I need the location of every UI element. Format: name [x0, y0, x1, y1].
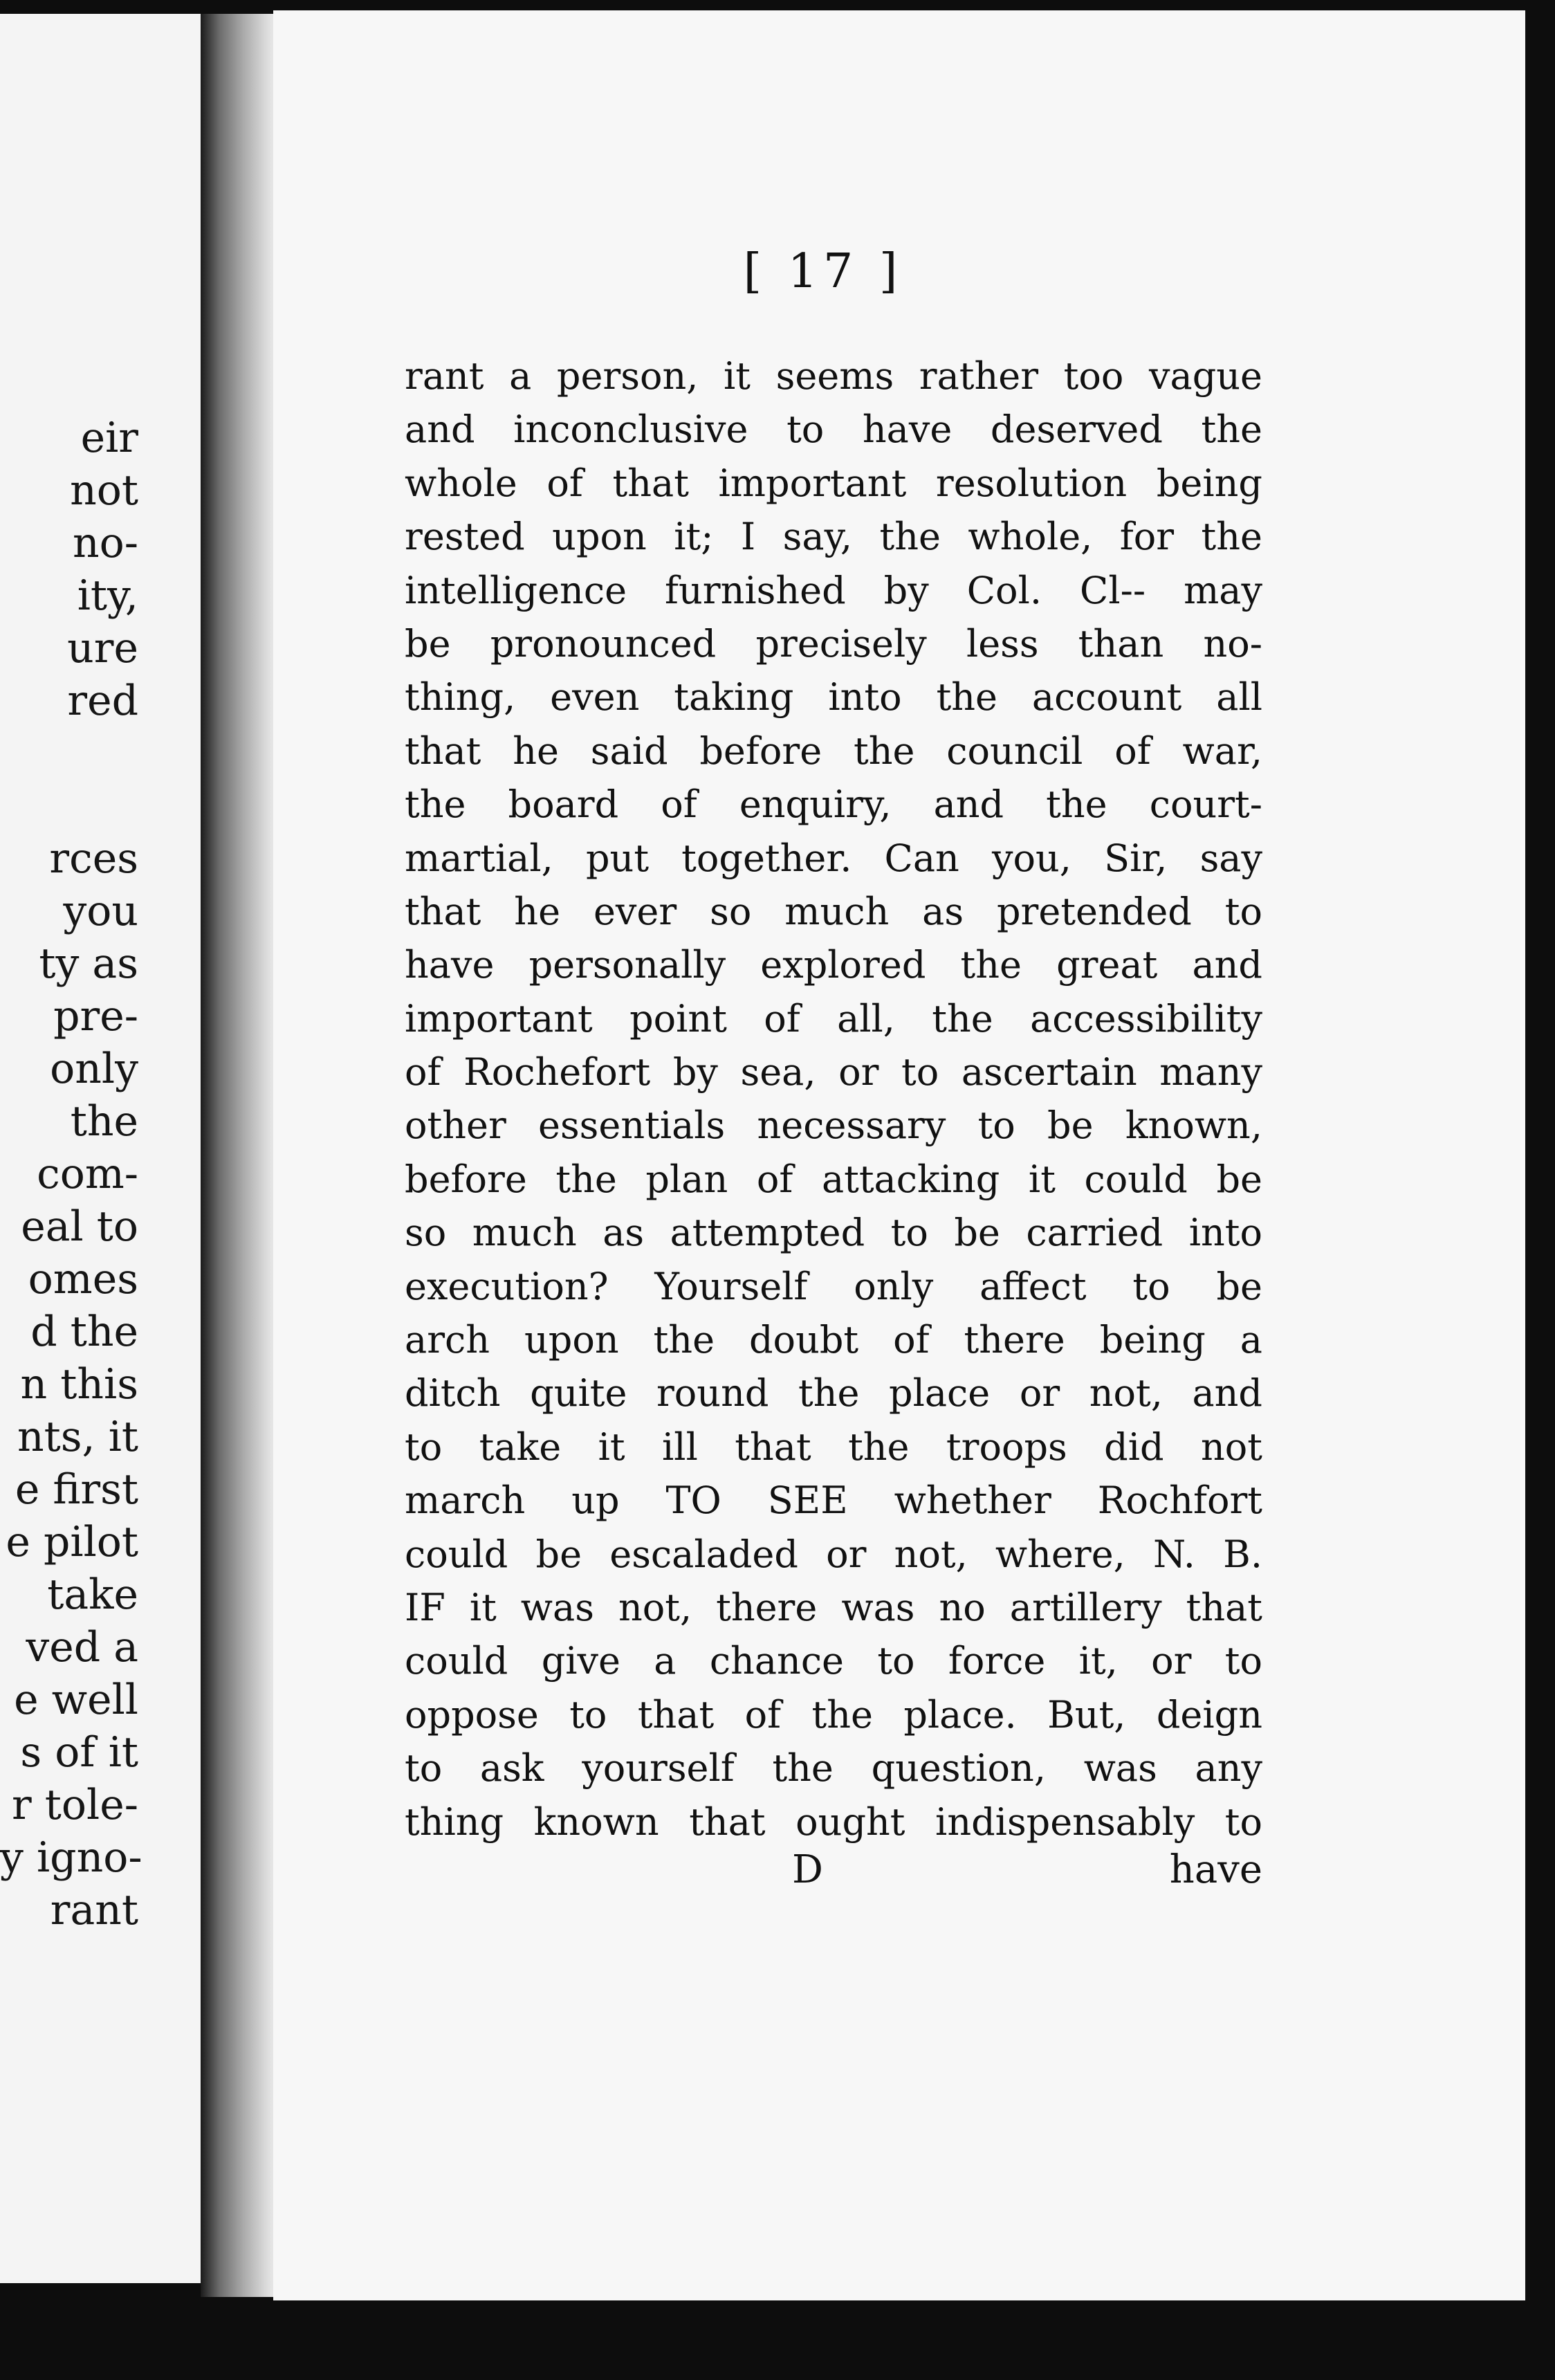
- signature-mark: D: [792, 1847, 823, 1892]
- text-line: whole of that important resolution being: [405, 461, 1262, 505]
- text-line: arch upon the doubt of there being a: [405, 1318, 1262, 1362]
- left-line: d the: [30, 1308, 138, 1356]
- left-line: not: [70, 466, 138, 515]
- left-line: rant: [50, 1886, 138, 1934]
- text-line: ditch quite round the place or not, and: [405, 1371, 1262, 1416]
- left-line: only: [50, 1045, 138, 1093]
- text-line: IF it was not, there was no artillery that: [405, 1585, 1262, 1629]
- left-line: omes: [28, 1255, 138, 1303]
- left-line: rces: [49, 834, 138, 883]
- left-page: [0, 14, 208, 2283]
- text-line: thing known that ought indispensably to: [405, 1800, 1262, 1844]
- text-line: the board of enquiry, and the court-: [405, 782, 1262, 827]
- catchword: have: [1169, 1847, 1262, 1892]
- left-line: r tole-: [12, 1781, 138, 1829]
- text-line: martial, put together. Can you, Sir, say: [405, 836, 1262, 880]
- text-line: march up TO SEE whether Rochfort: [405, 1479, 1262, 1523]
- text-line: thing, even taking into the account all: [405, 675, 1262, 720]
- text-line: other essentials necessary to be known,: [405, 1104, 1262, 1148]
- text-line: execution? Yourself only affect to be: [405, 1264, 1262, 1308]
- left-line: [0, 727, 138, 780]
- text-line: could be escaladed or not, where, N. B.: [405, 1532, 1262, 1576]
- text-line: before the plan of attacking it could be: [405, 1157, 1262, 1201]
- text-line: rant a person, it seems rather too vague: [405, 354, 1262, 398]
- left-line: eir: [80, 414, 138, 462]
- left-line: the: [70, 1097, 138, 1146]
- left-line: pre-: [53, 992, 138, 1041]
- left-line: e pilot: [6, 1518, 138, 1566]
- left-line: e first: [15, 1465, 138, 1514]
- left-page-text-fragment: [0, 412, 142, 1937]
- left-line: eal to: [21, 1202, 138, 1251]
- text-line: rested upon it; I say, the whole, for the: [405, 515, 1262, 559]
- left-line: take: [47, 1571, 138, 1619]
- text-line: and inconclusive to have deserved the: [405, 408, 1262, 452]
- book-gutter: [201, 14, 277, 2297]
- text-line: be pronounced precisely less than no-: [405, 621, 1262, 666]
- left-line: [0, 780, 138, 832]
- left-line: ity,: [77, 571, 138, 620]
- left-line: ure: [67, 624, 138, 672]
- body-text: [405, 349, 1262, 1849]
- text-line: important point of all, the accessibility: [405, 996, 1262, 1041]
- text-line: that he ever so much as pretended to: [405, 889, 1262, 933]
- left-line: n this: [20, 1360, 138, 1409]
- left-line: nts, it: [17, 1413, 138, 1461]
- left-line: y igno-: [0, 1833, 142, 1882]
- left-line: you: [63, 887, 138, 935]
- left-line: com-: [37, 1150, 138, 1198]
- text-line: of Rochefort by sea, or to ascertain many: [405, 1050, 1262, 1095]
- text-line: so much as attempted to be carried into: [405, 1211, 1262, 1255]
- text-line: to take it ill that the troops did not: [405, 1425, 1262, 1469]
- left-line: red: [67, 677, 138, 725]
- text-line: to ask yourself the question, was any: [405, 1746, 1262, 1791]
- page-number: [ 17 ]: [743, 244, 903, 299]
- left-line: ved a: [26, 1623, 138, 1672]
- text-line: oppose to that of the place. But, deign: [405, 1692, 1262, 1737]
- left-line: s of it: [20, 1728, 138, 1777]
- right-page: [273, 10, 1525, 2300]
- left-line: no-: [72, 519, 138, 567]
- text-line: have personally explored the great and: [405, 943, 1262, 987]
- text-line: intelligence furnished by Col. Cl-- may: [405, 568, 1262, 612]
- left-line: ty as: [39, 940, 138, 988]
- left-line: e well: [14, 1676, 138, 1724]
- text-line: that he said before the council of war,: [405, 729, 1262, 773]
- text-line: could give a chance to force it, or to: [405, 1639, 1262, 1683]
- page-footer: [405, 1847, 1262, 1903]
